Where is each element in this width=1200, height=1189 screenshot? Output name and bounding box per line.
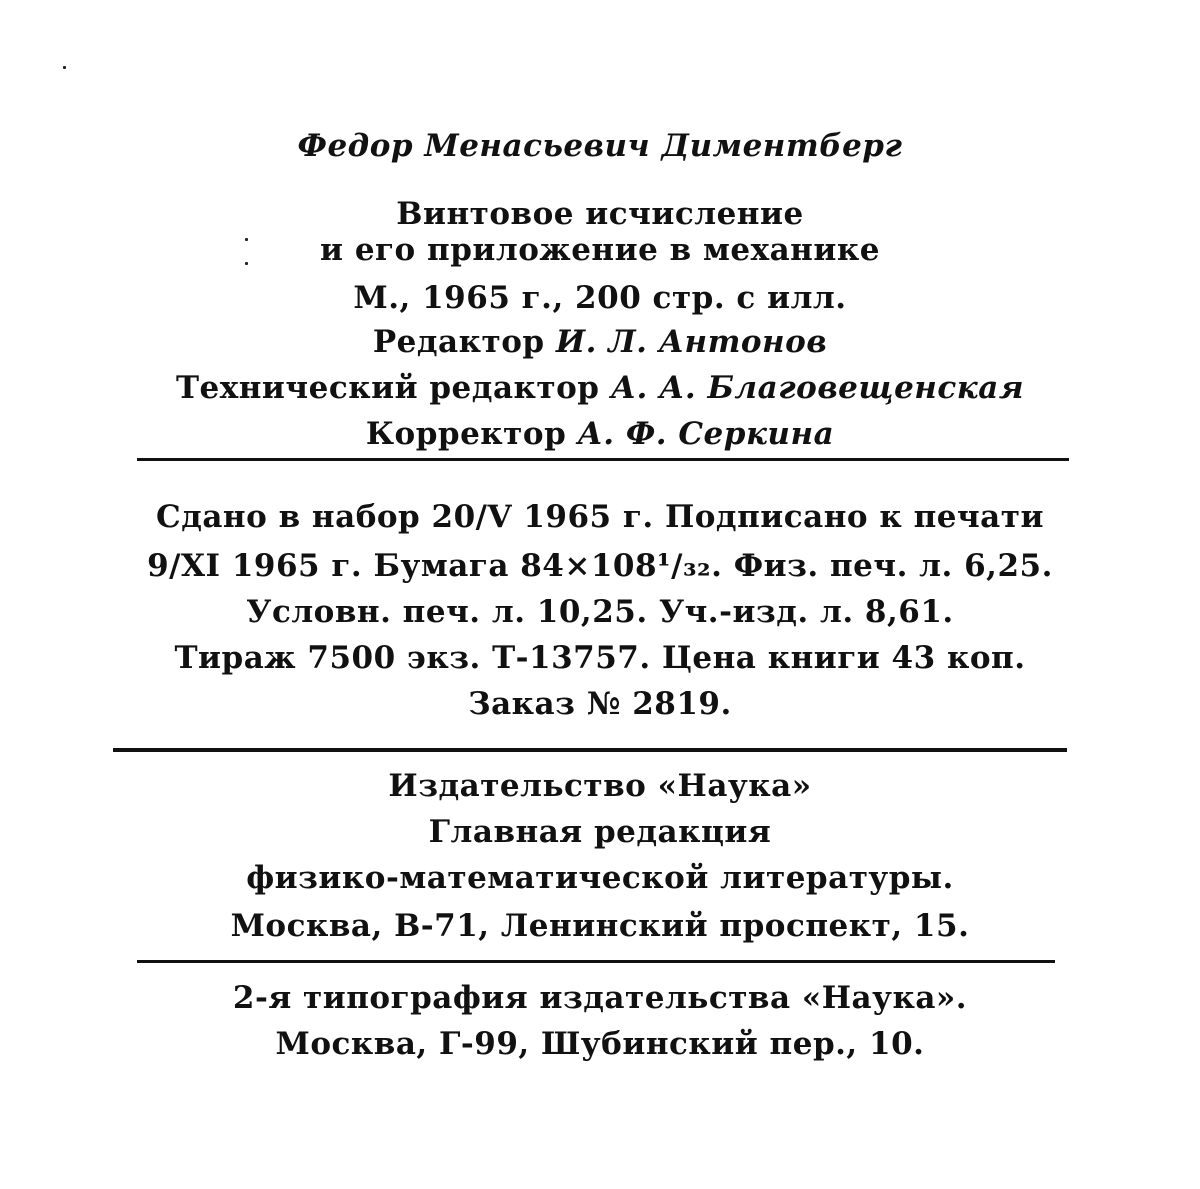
divider-rule-2 bbox=[113, 748, 1067, 752]
editor-name: И. Л. Антонов bbox=[555, 324, 828, 360]
corrector-label: Корректор bbox=[365, 416, 567, 452]
publisher-address: Москва, В-71, Ленинский проспект, 15. bbox=[230, 908, 970, 944]
printer-line1: 2-я типография издательства «Наука». bbox=[232, 980, 968, 1016]
print-details-line4: Тираж 7500 экз. Т-13757. Цена книги 43 коп. bbox=[174, 640, 1026, 676]
print-details-line3: Условн. печ. л. 10,25. Уч.-изд. л. 8,61. bbox=[246, 594, 954, 630]
publisher-line2: Главная редакция bbox=[428, 814, 772, 850]
editor-credit bbox=[0, 322, 1200, 362]
printer-address: Москва, Г-99, Шубинский пер., 10. bbox=[275, 1026, 925, 1062]
print-details-line1: Сдано в набор 20/V 1965 г. Подписано к печати bbox=[156, 499, 1044, 535]
divider-rule-3 bbox=[137, 960, 1055, 963]
publisher-line1: Издательство «Наука» bbox=[388, 768, 812, 804]
corrector-credit bbox=[0, 414, 1200, 454]
divider-rule-1 bbox=[137, 458, 1069, 461]
tech-editor-credit bbox=[0, 368, 1200, 408]
tech-editor-label: Технический редактор bbox=[175, 370, 600, 406]
tech-editor-name: А. А. Благовещенская bbox=[610, 370, 1025, 406]
order-number: Заказ № 2819. bbox=[468, 686, 732, 722]
book-title-line1: Винтовое исчисление bbox=[396, 196, 804, 232]
editor-label: Редактор bbox=[372, 324, 545, 360]
corrector-name: А. Ф. Серкина bbox=[577, 416, 835, 452]
publisher-line3: физико-математической литературы. bbox=[246, 860, 954, 896]
author-name: Федор Менасьевич Диментберг bbox=[297, 128, 903, 164]
scan-speck bbox=[63, 66, 66, 69]
book-title-line2: и его приложение в механике bbox=[320, 232, 880, 268]
publication-info: М., 1965 г., 200 стр. с илл. bbox=[353, 280, 847, 316]
print-details-line2: 9/XI 1965 г. Бумага 84×108¹/₃₂. Физ. печ. л. 6,25. bbox=[147, 548, 1053, 584]
